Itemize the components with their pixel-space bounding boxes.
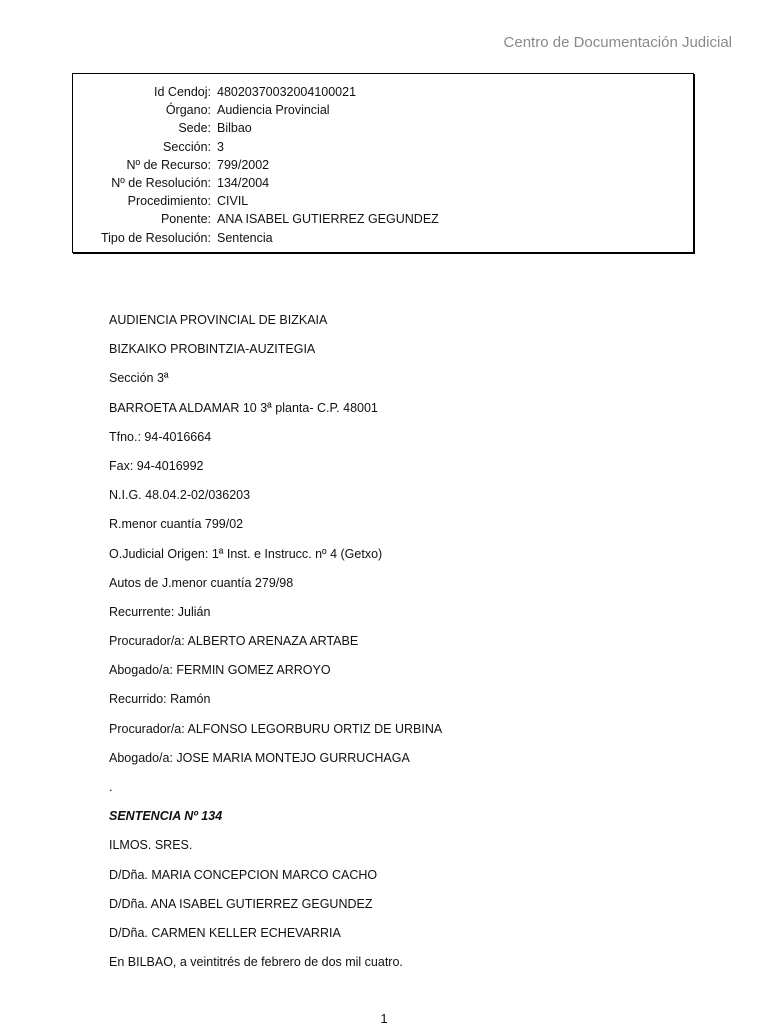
meta-row-sede — [73, 119, 693, 137]
respondent-lawyer-line: Abogado/a: JOSE MARIA MONTEJO GURRUCHAGA — [109, 750, 410, 765]
meta-row-id-cendoj — [73, 83, 693, 101]
meta-row-procedimiento — [73, 192, 693, 210]
meta-value: 799/2002 — [217, 157, 270, 172]
meta-label: Nº de Recurso: — [126, 157, 211, 172]
metadata-box — [72, 73, 694, 253]
meta-value: Audiencia Provincial — [217, 103, 330, 118]
origin-court-line: O.Judicial Origen: 1ª Inst. e Instrucc. nº 4 (Getxo) — [109, 546, 383, 561]
meta-value: 134/2004 — [217, 175, 270, 190]
judge-line: D/Dña. ANA ISABEL GUTIERREZ GEGUNDEZ — [109, 896, 373, 911]
meta-value: ANA ISABEL GUTIERREZ GEGUNDEZ — [217, 212, 439, 227]
case-line: R.menor cuantía 799/02 — [109, 517, 244, 532]
meta-label: Sección: — [163, 139, 211, 154]
address-line: BARROETA ALDAMAR 10 3ª planta- C.P. 48001 — [109, 400, 378, 415]
appellant-line: Recurrente: Julián — [109, 604, 211, 619]
court-name: AUDIENCIA PROVINCIAL DE BIZKAIA — [109, 313, 328, 327]
judges-heading: ILMOS. SRES. — [109, 838, 193, 853]
respondent-procurator-line: Procurador/a: ALFONSO LEGORBURU ORTIZ DE URBINA — [109, 721, 443, 736]
meta-label: Órgano: — [165, 103, 211, 118]
meta-label: Nº de Resolución: — [111, 175, 211, 190]
respondent-line: Recurrido: Ramón — [109, 692, 211, 707]
meta-value: Bilbao — [217, 121, 252, 136]
page-number: 1 — [380, 1011, 388, 1026]
section-line: Sección 3ª — [109, 371, 169, 386]
meta-value: Sentencia — [217, 230, 273, 245]
phone-line: Tfno.: 94-4016664 — [109, 429, 212, 444]
document-body — [109, 311, 709, 982]
date-place-line: En BILBAO, a veintitrés de febrero de dos mil cuatro. — [109, 955, 403, 970]
appellant-procurator-line: Procurador/a: ALBERTO ARENAZA ARTABE — [109, 634, 359, 649]
meta-row-recurso — [73, 156, 693, 174]
judge-line: D/Dña. CARMEN KELLER ECHEVARRIA — [109, 925, 341, 940]
meta-label: Tipo de Resolución: — [100, 230, 211, 245]
meta-value: 3 — [217, 139, 224, 154]
fax-line: Fax: 94-4016992 — [109, 458, 204, 473]
court-name-basque: BIZKAIKO PROBINTZIA-AUZITEGIA — [109, 342, 316, 357]
meta-row-tipo-resolucion — [73, 229, 693, 247]
appellant-lawyer-line: Abogado/a: FERMIN GOMEZ ARROYO — [109, 663, 331, 678]
separator-dot: . — [109, 780, 113, 794]
meta-label: Sede: — [178, 121, 211, 136]
meta-label: Ponente: — [160, 212, 211, 227]
meta-row-seccion — [73, 138, 693, 156]
judgment-title: SENTENCIA Nº 134 — [109, 809, 223, 824]
meta-label: Procedimiento: — [127, 194, 211, 209]
nig-line: N.I.G. 48.04.2-02/036203 — [109, 488, 251, 503]
meta-value: 48020370032004100021 — [217, 85, 357, 99]
autos-line: Autos de J.menor cuantía 279/98 — [109, 575, 294, 590]
document-source-header: Centro de Documentación Judicial — [503, 34, 732, 51]
meta-row-ponente — [73, 210, 693, 228]
meta-row-resolucion — [73, 174, 693, 192]
meta-row-organo — [73, 101, 693, 119]
meta-label: Id Cendoj: — [154, 85, 211, 99]
meta-value: CIVIL — [217, 194, 249, 209]
judge-line: D/Dña. MARIA CONCEPCION MARCO CACHO — [109, 867, 378, 882]
